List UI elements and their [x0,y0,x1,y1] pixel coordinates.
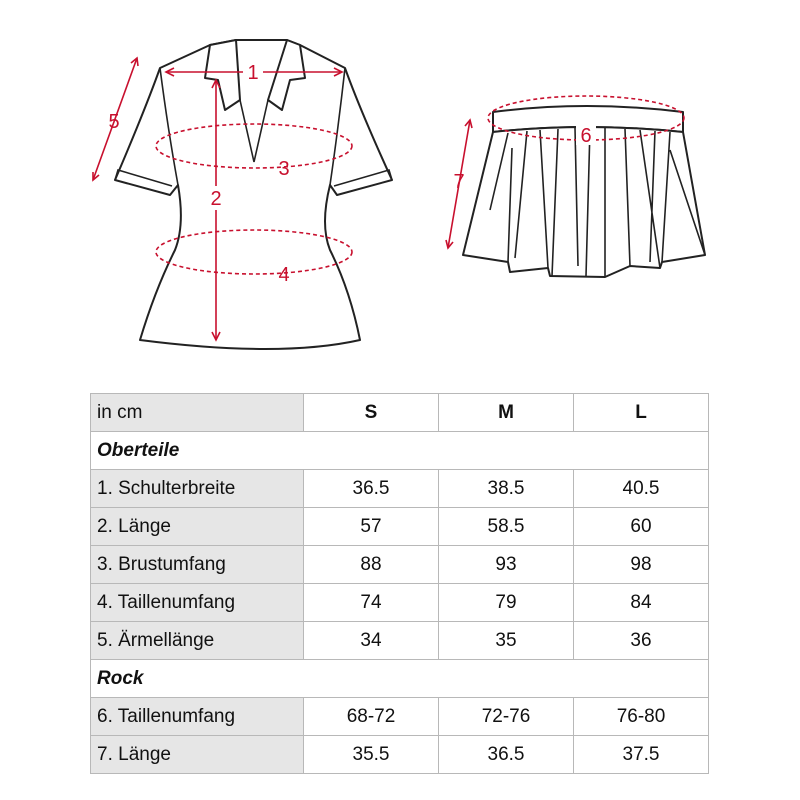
table-row [91,698,709,736]
value-l: 84 [574,584,709,622]
value-l: 40.5 [574,470,709,508]
value-m: 58.5 [439,508,574,546]
row-label: 2. Länge [91,508,304,546]
value-l: 76-80 [574,698,709,736]
value-s: 36.5 [304,470,439,508]
value-l: 37.5 [574,736,709,774]
section-row-rock [91,660,709,698]
value-s: 68-72 [304,698,439,736]
size-chart-table [90,393,709,774]
value-l: 98 [574,546,709,584]
size-header-l: L [574,394,709,432]
measure-number-5: 5 [108,111,120,133]
section-title: Rock [91,660,709,698]
unit-label: in cm [91,394,304,432]
value-s: 57 [304,508,439,546]
value-m: 38.5 [439,470,574,508]
value-s: 35.5 [304,736,439,774]
row-label: 3. Brustumfang [91,546,304,584]
measure-number-6: 6 [580,125,592,147]
value-m: 79 [439,584,574,622]
table-header-row [91,394,709,432]
value-s: 34 [304,622,439,660]
table-row [91,546,709,584]
size-header-m: M [439,394,574,432]
row-label: 1. Schulterbreite [91,470,304,508]
measure-number-1: 1 [247,62,259,84]
row-label: 7. Länge [91,736,304,774]
measure-number-4: 4 [278,264,290,286]
row-label: 5. Ärmellänge [91,622,304,660]
measure-number-7: 7 [453,171,465,193]
table-row [91,584,709,622]
table-row [91,622,709,660]
value-s: 88 [304,546,439,584]
shirt-body [115,40,392,349]
value-l: 36 [574,622,709,660]
value-s: 74 [304,584,439,622]
table-row [91,508,709,546]
row-label: 4. Taillenumfang [91,584,304,622]
table-row [91,736,709,774]
table-row [91,470,709,508]
value-l: 60 [574,508,709,546]
value-m: 93 [439,546,574,584]
value-m: 36.5 [439,736,574,774]
measure-number-3: 3 [278,158,290,180]
shirt-drawing [115,40,392,349]
value-m: 35 [439,622,574,660]
row-label: 6. Taillenumfang [91,698,304,736]
section-row-oberteile [91,432,709,470]
value-m: 72-76 [439,698,574,736]
measure-number-2: 2 [210,188,222,210]
garment-illustration [0,0,800,380]
size-header-s: S [304,394,439,432]
section-title: Oberteile [91,432,709,470]
